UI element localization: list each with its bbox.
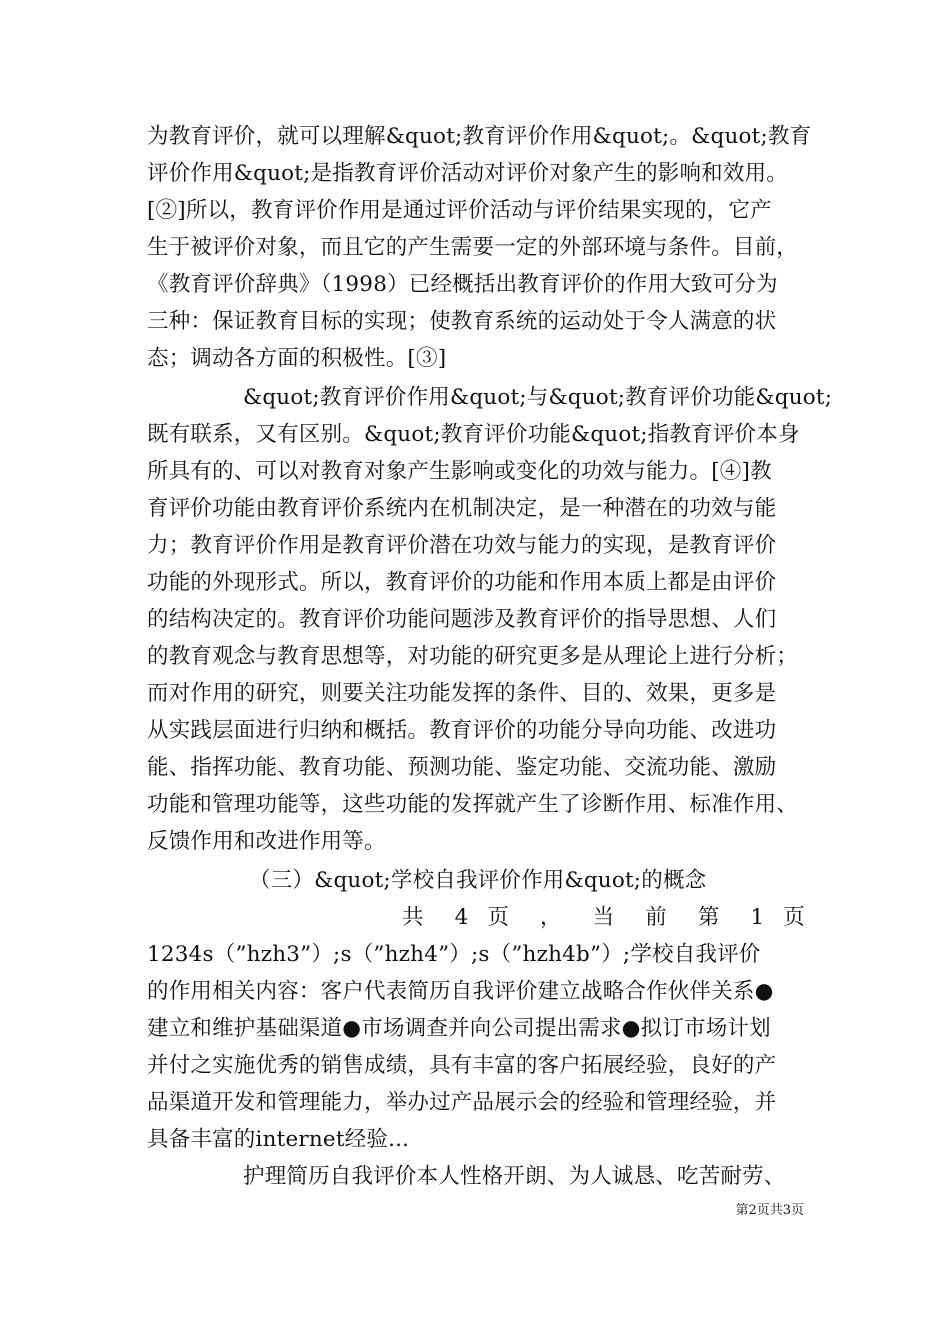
- body-text-line: [②]所以，教育评价作用是通过评价活动与评价结果实现的，它产: [147, 198, 772, 223]
- body-text-line: 力；教育评价作用是教育评价潜在功效与能力的实现，是教育评价: [147, 533, 777, 558]
- page-counter-text: 共 4 页 ， 当 前 第 1 页: [402, 905, 805, 930]
- body-text-line: 从实践层面进行归纳和概括。教育评价的功能分导向功能、改进功: [147, 718, 777, 743]
- body-text-line: 的教育观念与教育思想等，对功能的研究更多是从理论上进行分析；: [147, 644, 799, 669]
- body-text-line: 并付之实施优秀的销售成绩，具有丰富的客户拓展经验，良好的产: [147, 1053, 777, 1078]
- section-heading: （三）&quot;学校自我评价作用&quot;的概念: [249, 868, 707, 893]
- body-text-line: 生于被评价对象，而且它的产生需要一定的外部环境与条件。目前，: [147, 235, 799, 260]
- paragraph-first-line: &quot;教育评价作用&quot;与&quot;教育评价功能&quot;: [243, 385, 833, 410]
- body-text-line: 评价作用&quot;是指教育评价活动对评价对象产生的影响和效用。: [147, 161, 788, 186]
- body-text-line: 1234s（”hzh3”）;s（”hzh4”）;s（”hzh4b”）;学校自我评价: [147, 942, 761, 967]
- body-text-line: 功能的外现形式。所以，教育评价的功能和作用本质上都是由评价: [147, 570, 777, 595]
- page-footer: 第2页共3页: [735, 1203, 804, 1218]
- body-text-line: 《教育评价辞典》（1998）已经概括出教育评价的作用大致可分为: [147, 272, 778, 297]
- body-text-line: 能、指挥功能、教育功能、预测功能、鉴定功能、交流功能、激励: [147, 755, 777, 780]
- body-text-line: 功能和管理功能等，这些功能的发挥就产生了诊断作用、标准作用、: [147, 792, 799, 817]
- body-text-line: 品渠道开发和管理能力，举办过产品展示会的经验和管理经验，并: [147, 1090, 777, 1115]
- body-text-line: 的结构决定的。教育评价功能问题涉及教育评价的指导思想、人们: [147, 607, 777, 632]
- body-text-line: 而对作用的研究，则要关注功能发挥的条件、目的、效果，更多是: [147, 681, 777, 706]
- body-text-line: 为教育评价，就可以理解&quot;教育评价作用&quot;。&quot;教育: [147, 124, 812, 149]
- body-text-line: 的作用相关内容：客户代表简历自我评价建立战略合作伙伴关系●: [147, 979, 774, 1004]
- body-text-line: 所具有的、可以对教育对象产生影响或变化的功效与能力。[④]教: [147, 459, 772, 484]
- body-text-line: 具备丰富的internet经验...: [147, 1127, 410, 1152]
- body-text-line: 建立和维护基础渠道●市场调查并向公司提出需求●拟订市场计划: [147, 1016, 771, 1041]
- body-text-line: 反馈作用和改进作用等。: [147, 829, 386, 854]
- body-text-line: 态；调动各方面的积极性。[③]: [147, 346, 447, 371]
- body-text-line: 既有联系，又有区别。&quot;教育评价功能&quot;指教育评价本身: [147, 422, 800, 447]
- body-text-line: 育评价功能由教育评价系统内在机制决定，是一种潜在的功效与能: [147, 496, 777, 521]
- paragraph-first-line: 护理简历自我评价本人性格开朗、为人诚恳、吃苦耐劳、: [243, 1164, 786, 1189]
- body-text-line: 三种：保证教育目标的实现；使教育系统的运动处于令人满意的状: [147, 309, 777, 334]
